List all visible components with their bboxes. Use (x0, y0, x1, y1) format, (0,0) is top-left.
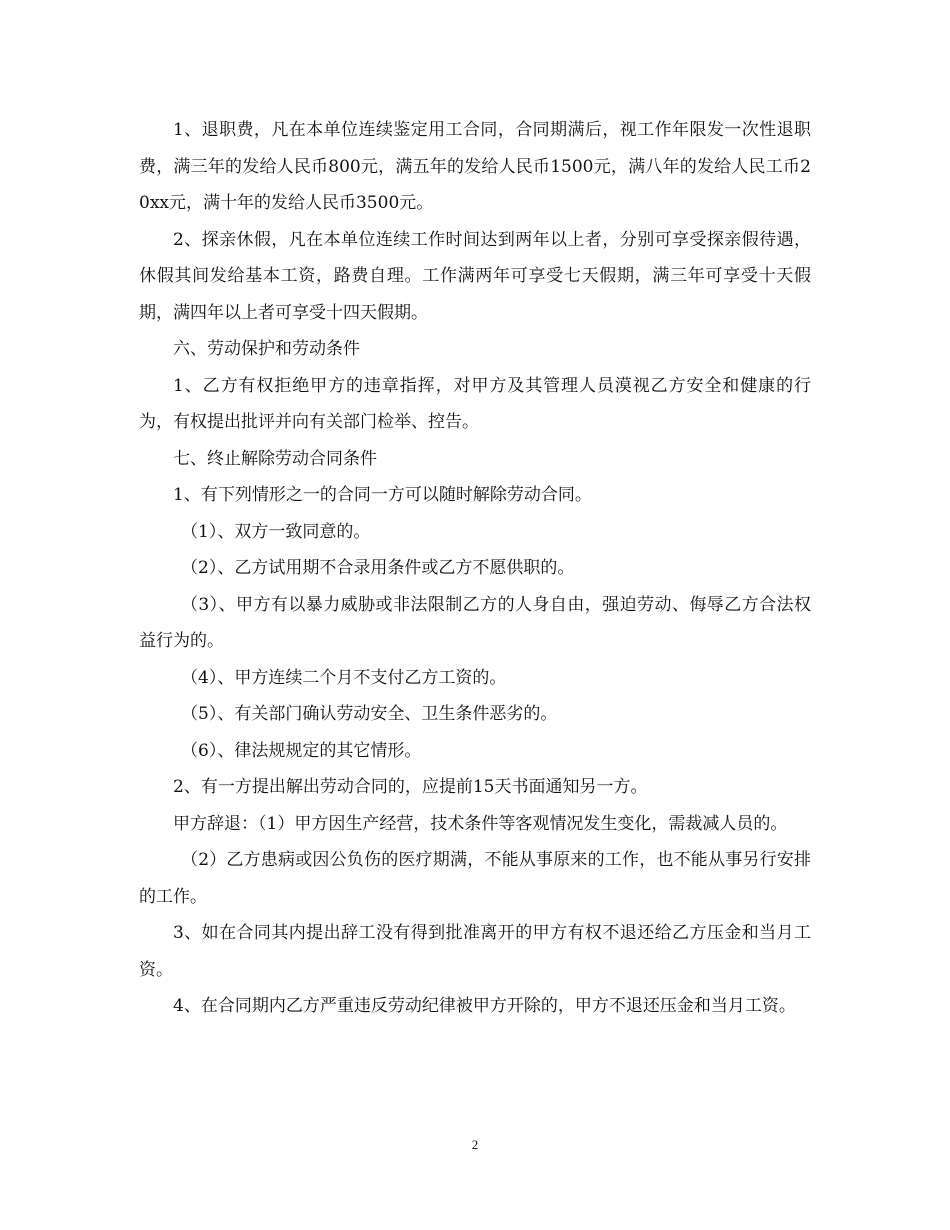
paragraph-home-leave: 2、探亲休假，凡在本单位连续工作时间达到两年以上者，分别可享受探亲假待遇，休假其间发给基本工资，路费自理。工作满两年可享受七天假期，满三年可享受十天假期，满四年以上者可享受十四天假期。 (139, 229, 811, 323)
paragraph-termination-conditions: 1、有下列情形之一的合同一方可以随时解除劳动合同。 (173, 485, 592, 505)
paragraph-unapproved-resignation: 3、如在合同其内提出辞工没有得到批准离开的甲方有权不退还给乙方压金和当月工资。 (139, 923, 811, 980)
paragraph-refuse-violations: 1、乙方有权拒绝甲方的违章指挥，对甲方及其管理人员漠视乙方安全和健康的行为，有权提出批评并向有关部门检举、控告。 (139, 375, 811, 432)
list-item-condition-5: （5）、有关部门确认劳动安全、卫生条件恶劣的。 (181, 704, 558, 724)
list-item-condition-2: （2）、乙方试用期不合录用条件或乙方不愿供职的。 (181, 558, 575, 578)
list-item-condition-3: （3）、甲方有以暴力威胁或非法限制乙方的人身自由，强迫劳动、侮辱乙方合法权益行为的。 (139, 594, 811, 651)
paragraph-severance-pay: 1、退职费，凡在本单位连续鉴定用工合同，合同期满后，视工作年限发一次性退职费，满三年的发给人民币800元，满五年的发给人民币1500元，满八年的发给人民工币20xx元，满十年的发给人民币3500元。 (139, 120, 811, 213)
document-body (139, 112, 811, 1025)
list-item-condition-1: （1）、双方一致同意的。 (181, 521, 371, 542)
section-heading-termination: 七、终止解除劳动合同条件 (173, 448, 377, 469)
paragraph-dismissal-1: 甲方辞退：（1）甲方因生产经营，技术条件等客观情况发生变化，需裁减人员的。 (173, 813, 788, 834)
paragraph-dismissal-discipline: 4、在合同期内乙方严重违反劳动纪律被甲方开除的，甲方不退还压金和当月工资。 (173, 996, 796, 1016)
paragraph-dismissal-2: （2）乙方患病或因公负伤的医疗期满，不能从事原来的工作，也不能从事另行安排的工作。 (139, 850, 811, 907)
paragraph-notice-period: 2、有一方提出解出劳动合同的，应提前15天书面通知另一方。 (173, 777, 648, 797)
list-item-condition-6: （6）、律法规规定的其它情形。 (181, 740, 422, 761)
page-number: 2 (471, 1137, 479, 1152)
section-heading-labor-protection: 六、劳动保护和劳动条件 (173, 339, 360, 359)
list-item-condition-4: （4）、甲方连续二个月不支付乙方工资的。 (181, 667, 507, 688)
